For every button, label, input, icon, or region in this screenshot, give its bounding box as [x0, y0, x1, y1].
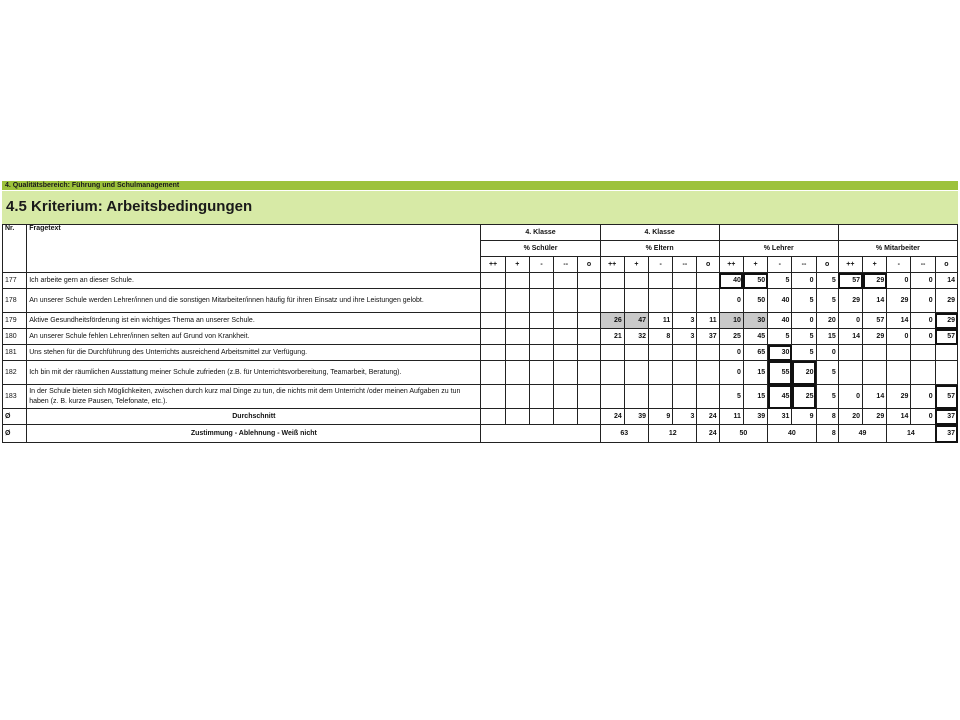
question-text: Aktive Gesundheitsförderung ist ein wichtiges Thema an unserer Schule.: [27, 313, 481, 329]
average-value: 9: [649, 409, 673, 425]
average-value: 39: [624, 409, 648, 425]
value-cell: 3: [673, 329, 697, 345]
value-cell: [600, 273, 624, 289]
scale-header-cell: ++: [481, 257, 505, 273]
value-cell: [673, 385, 697, 409]
average-value: 3: [673, 409, 697, 425]
question-text: An unserer Schule werden Lehrer/innen und die sonstigen Mitarbeiter/innen häufig für ihren Einsatz und ihre Leistungen gelobt.: [27, 289, 481, 313]
value-cell: 0: [911, 289, 935, 313]
table-row: [3, 313, 958, 329]
agreement-value: 12: [649, 425, 697, 443]
question-text: Uns stehen für die Durchführung des Unterrichts ausreichend Arbeitsmittel zur Verfügung.: [27, 345, 481, 361]
table-row: [3, 273, 958, 289]
scale-header-cell: o: [697, 257, 719, 273]
value-cell: 20: [792, 361, 816, 385]
scale-header-cell: --: [792, 257, 816, 273]
value-cell: [529, 385, 553, 409]
value-cell: 14: [838, 329, 862, 345]
value-cell: [673, 345, 697, 361]
value-cell: [578, 345, 600, 361]
value-cell: [911, 345, 935, 361]
col-nr-header: Nr.: [3, 225, 27, 273]
scale-header-cell: +: [743, 257, 767, 273]
value-cell: [481, 329, 505, 345]
table-row: [3, 289, 958, 313]
value-cell: [887, 361, 911, 385]
value-cell: 0: [792, 273, 816, 289]
value-cell: [624, 361, 648, 385]
value-cell: [697, 289, 719, 313]
value-cell: 15: [816, 329, 838, 345]
value-cell: [578, 361, 600, 385]
question-text: In der Schule bieten sich Möglichkeiten, zwischen durch kurz mal Dinge zu tun, die nichts mit dem Unterricht /oder meinen Aufgaben zu tun haben (z. B. kurze Pausen, Telefonate, etc.).: [27, 385, 481, 409]
value-cell: 14: [887, 313, 911, 329]
group3-sub-header: % Lehrer: [719, 241, 838, 257]
value-cell: [673, 273, 697, 289]
scale-header-cell: ++: [600, 257, 624, 273]
value-cell: 57: [935, 385, 957, 409]
page-title: 4.5 Kriterium: Arbeitsbedingungen: [2, 190, 958, 224]
average-value: 14: [887, 409, 911, 425]
value-cell: 15: [743, 361, 767, 385]
value-cell: 0: [719, 361, 743, 385]
value-cell: [554, 409, 578, 425]
value-cell: [578, 329, 600, 345]
value-cell: 0: [911, 313, 935, 329]
agreement-value: 63: [600, 425, 648, 443]
value-cell: 25: [719, 329, 743, 345]
average-row: [3, 409, 958, 425]
scale-header-cell: ++: [838, 257, 862, 273]
agreement-value: 50: [719, 425, 767, 443]
value-cell: [600, 361, 624, 385]
average-value: 37: [935, 409, 957, 425]
average-symbol: Ø: [3, 409, 27, 425]
value-cell: [578, 273, 600, 289]
value-cell: [649, 273, 673, 289]
value-cell: 5: [816, 361, 838, 385]
value-cell: 14: [863, 385, 887, 409]
value-cell: 50: [743, 289, 767, 313]
agreement-label: Zustimmung - Ablehnung - Weiß nicht: [27, 425, 481, 443]
scale-header-cell: ++: [719, 257, 743, 273]
value-cell: 3: [673, 313, 697, 329]
table-row: [3, 345, 958, 361]
value-cell: [554, 361, 578, 385]
value-cell: [673, 361, 697, 385]
value-cell: 8: [649, 329, 673, 345]
row-number: 181: [3, 345, 27, 361]
group2-sub-header: % Eltern: [600, 241, 719, 257]
scale-header-cell: +: [863, 257, 887, 273]
average-value: 8: [816, 409, 838, 425]
table-row: [3, 329, 958, 345]
value-cell: [481, 345, 505, 361]
value-cell: 5: [816, 385, 838, 409]
scale-header-cell: --: [673, 257, 697, 273]
value-cell: [838, 361, 862, 385]
table-body: [3, 273, 958, 443]
value-cell: [863, 361, 887, 385]
value-cell: [554, 273, 578, 289]
average-label: Durchschnitt: [27, 409, 481, 425]
value-cell: [649, 361, 673, 385]
table-header: [3, 225, 958, 273]
row-number: 180: [3, 329, 27, 345]
value-cell: 29: [863, 273, 887, 289]
average-value: 0: [911, 409, 935, 425]
value-cell: [481, 361, 505, 385]
value-cell: [505, 409, 529, 425]
value-cell: 45: [743, 329, 767, 345]
scale-header-cell: -: [887, 257, 911, 273]
value-cell: [697, 273, 719, 289]
value-cell: 40: [719, 273, 743, 289]
value-cell: 57: [935, 329, 957, 345]
average-value: 31: [768, 409, 792, 425]
value-cell: 65: [743, 345, 767, 361]
row-number: 182: [3, 361, 27, 385]
value-cell: [529, 345, 553, 361]
scale-header-cell: -: [649, 257, 673, 273]
value-cell: 29: [863, 329, 887, 345]
value-cell: 5: [792, 289, 816, 313]
value-cell: 15: [743, 385, 767, 409]
document-page: [2, 181, 958, 443]
value-cell: [935, 361, 957, 385]
value-cell: 5: [719, 385, 743, 409]
value-cell: 29: [887, 289, 911, 313]
group4-top-header: [838, 225, 957, 241]
scale-header-cell: --: [554, 257, 578, 273]
agreement-symbol: Ø: [3, 425, 27, 443]
value-cell: 47: [624, 313, 648, 329]
value-cell: [911, 361, 935, 385]
row-number: 177: [3, 273, 27, 289]
value-cell: 0: [911, 385, 935, 409]
value-cell: [481, 385, 505, 409]
average-value: 24: [697, 409, 719, 425]
value-cell: 40: [768, 313, 792, 329]
survey-table: [2, 224, 958, 443]
question-text: Ich arbeite gern an dieser Schule.: [27, 273, 481, 289]
value-cell: [554, 313, 578, 329]
scale-header-cell: o: [935, 257, 957, 273]
row-number: 179: [3, 313, 27, 329]
group1-top-header: 4. Klasse: [481, 225, 600, 241]
value-cell: [529, 361, 553, 385]
value-cell: [624, 289, 648, 313]
value-cell: [624, 273, 648, 289]
value-cell: [505, 289, 529, 313]
scale-header-cell: +: [624, 257, 648, 273]
value-cell: 29: [838, 289, 862, 313]
value-cell: 0: [911, 329, 935, 345]
value-cell: 0: [816, 345, 838, 361]
value-cell: [935, 345, 957, 361]
value-cell: 57: [838, 273, 862, 289]
agreement-value: 49: [838, 425, 886, 443]
value-cell: 11: [697, 313, 719, 329]
value-cell: 5: [816, 289, 838, 313]
average-value: 9: [792, 409, 816, 425]
value-cell: 5: [792, 345, 816, 361]
agreement-value: 24: [697, 425, 719, 443]
average-value: 29: [863, 409, 887, 425]
value-cell: [578, 409, 600, 425]
group2-top-header: 4. Klasse: [600, 225, 719, 241]
value-cell: [505, 345, 529, 361]
value-cell: 29: [887, 385, 911, 409]
value-cell: [505, 313, 529, 329]
value-cell: 50: [743, 273, 767, 289]
value-cell: 30: [743, 313, 767, 329]
value-cell: 32: [624, 329, 648, 345]
value-cell: [505, 361, 529, 385]
scale-header-cell: o: [578, 257, 600, 273]
value-cell: [600, 289, 624, 313]
value-cell: 0: [719, 289, 743, 313]
empty-group-cell: [481, 425, 600, 443]
value-cell: [673, 289, 697, 313]
table-row: [3, 361, 958, 385]
value-cell: [863, 345, 887, 361]
value-cell: [529, 313, 553, 329]
average-value: 39: [743, 409, 767, 425]
value-cell: [554, 329, 578, 345]
average-value: 24: [600, 409, 624, 425]
value-cell: 0: [887, 273, 911, 289]
agreement-value: 37: [935, 425, 957, 443]
value-cell: [529, 409, 553, 425]
value-cell: 0: [719, 345, 743, 361]
value-cell: [554, 289, 578, 313]
question-text: An unserer Schule fehlen Lehrer/innen selten auf Grund von Krankheit.: [27, 329, 481, 345]
col-fragetext-header: Fragetext: [27, 225, 481, 273]
value-cell: [529, 273, 553, 289]
value-cell: 0: [838, 385, 862, 409]
value-cell: 0: [792, 313, 816, 329]
row-number: 178: [3, 289, 27, 313]
value-cell: [649, 385, 673, 409]
value-cell: [481, 409, 505, 425]
section-bar: 4. Qualitätsbereich: Führung und Schulmanagement: [2, 181, 958, 190]
value-cell: [481, 273, 505, 289]
value-cell: 5: [768, 329, 792, 345]
value-cell: 57: [863, 313, 887, 329]
scale-header-cell: -: [529, 257, 553, 273]
value-cell: 55: [768, 361, 792, 385]
value-cell: [838, 345, 862, 361]
group1-sub-header: % Schüler: [481, 241, 600, 257]
agreement-row: [3, 425, 958, 443]
value-cell: 11: [649, 313, 673, 329]
value-cell: 40: [768, 289, 792, 313]
value-cell: 26: [600, 313, 624, 329]
agreement-value: 40: [768, 425, 816, 443]
value-cell: [578, 313, 600, 329]
value-cell: [554, 385, 578, 409]
value-cell: [578, 385, 600, 409]
scale-header-cell: +: [505, 257, 529, 273]
value-cell: 10: [719, 313, 743, 329]
value-cell: 21: [600, 329, 624, 345]
value-cell: 25: [792, 385, 816, 409]
value-cell: [578, 289, 600, 313]
value-cell: 14: [863, 289, 887, 313]
value-cell: [624, 385, 648, 409]
value-cell: 45: [768, 385, 792, 409]
value-cell: [529, 329, 553, 345]
agreement-value: 14: [887, 425, 935, 443]
value-cell: [697, 385, 719, 409]
average-value: 20: [838, 409, 862, 425]
value-cell: 0: [911, 273, 935, 289]
value-cell: [697, 345, 719, 361]
value-cell: 5: [792, 329, 816, 345]
value-cell: [529, 289, 553, 313]
row-number: 183: [3, 385, 27, 409]
value-cell: [649, 345, 673, 361]
scale-header-cell: --: [911, 257, 935, 273]
value-cell: [505, 329, 529, 345]
average-value: 11: [719, 409, 743, 425]
value-cell: 0: [838, 313, 862, 329]
value-cell: [887, 345, 911, 361]
value-cell: 20: [816, 313, 838, 329]
value-cell: [481, 313, 505, 329]
value-cell: 5: [768, 273, 792, 289]
value-cell: 37: [697, 329, 719, 345]
value-cell: 0: [887, 329, 911, 345]
value-cell: 29: [935, 313, 957, 329]
scale-header-cell: -: [768, 257, 792, 273]
value-cell: [505, 385, 529, 409]
group3-top-header: [719, 225, 838, 241]
value-cell: [505, 273, 529, 289]
value-cell: 30: [768, 345, 792, 361]
value-cell: [600, 345, 624, 361]
table-row: [3, 385, 958, 409]
value-cell: [554, 345, 578, 361]
value-cell: 5: [816, 273, 838, 289]
value-cell: [600, 385, 624, 409]
value-cell: [481, 289, 505, 313]
value-cell: 29: [935, 289, 957, 313]
value-cell: [624, 345, 648, 361]
group4-sub-header: % Mitarbeiter: [838, 241, 957, 257]
question-text: Ich bin mit der räumlichen Ausstattung meiner Schule zufrieden (z.B. für Unterrichtsvorbereitung, Teamarbeit, Beratung).: [27, 361, 481, 385]
value-cell: [649, 289, 673, 313]
value-cell: 14: [935, 273, 957, 289]
agreement-value: 8: [816, 425, 838, 443]
value-cell: [697, 361, 719, 385]
scale-header-cell: o: [816, 257, 838, 273]
